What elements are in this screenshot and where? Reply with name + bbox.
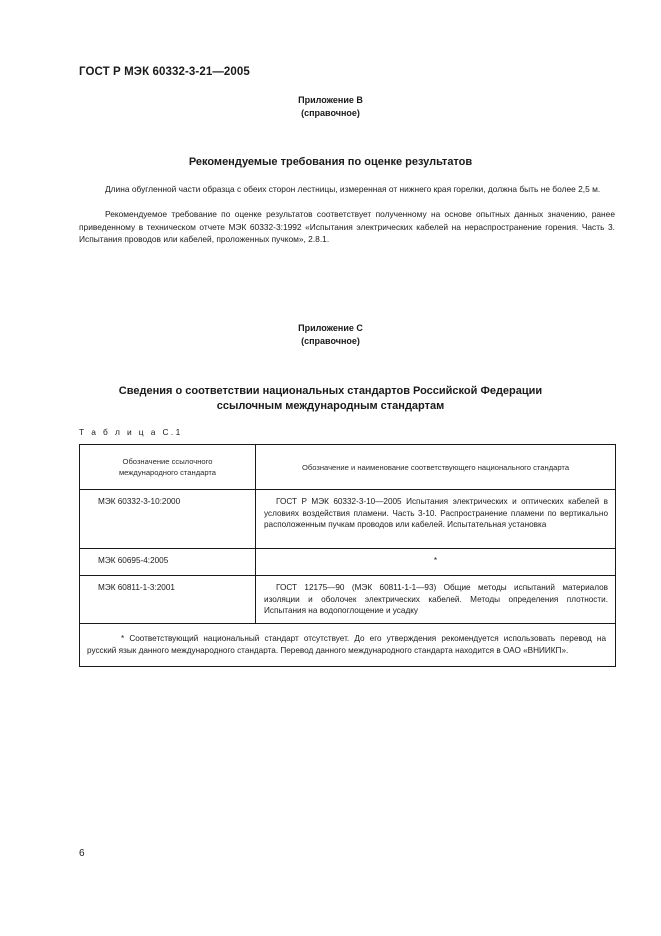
- annex-b-subtitle: (справочное): [301, 108, 360, 118]
- annex-c-heading-line-1: Сведения о соответствии национальных стандартов Российской Федерации: [118, 385, 543, 397]
- table-cell-ref: МЭК 60695-4:2005: [80, 549, 256, 576]
- table-header-cell: Обозначение ссылочного международного стандарта: [80, 445, 256, 490]
- annex-c-subtitle: (справочное): [301, 336, 360, 346]
- annex-b-paragraph-1: Длина обугленной части образца с обеих сторон лестницы, измеренная от нижнего края горелки, должна быть не более 2,5 м.: [105, 184, 601, 194]
- annex-b-paragraph-2: Рекомендуемое требование по оценке результатов соответствует полученному на основе опытных данных значению, ранее приведенному в техническом отчете МЭК 60332-3:1992 «Испытания электрических кабелей на нераспространение горения. Часть 3. Испытания проводов или кабелей, проложенных пучком», 2.8.1.: [79, 209, 615, 245]
- annex-b-heading: Рекомендуемые требования по оценке результатов: [188, 156, 473, 168]
- table-row: [80, 490, 616, 549]
- page-number: 6: [79, 848, 85, 859]
- standards-table: [79, 444, 616, 667]
- table-cell-national: ГОСТ Р МЭК 60332-3-10—2005 Испытания электрических и оптических кабелей в условиях воздействия пламени. Часть 3-10. Распространение пламени по вертикально расположенным пучкам проводов или кабелей. Испытательная установка: [256, 490, 616, 549]
- annex-b-title: Приложение В: [298, 95, 363, 105]
- document-header: ГОСТ Р МЭК 60332-3-21—2005: [79, 66, 250, 78]
- table-cell-national: *: [256, 549, 616, 576]
- table-caption: Т а б л и ц а С.1: [79, 427, 183, 437]
- annex-c-heading-line-2: ссылочным международным стандартам: [216, 400, 445, 412]
- table-row: [80, 576, 616, 624]
- table-header-cell: Обозначение и наименование соответствующего национального стандарта: [256, 445, 616, 490]
- table-row: [80, 549, 616, 576]
- table-footnote-row: [80, 623, 616, 666]
- table-cell-ref: МЭК 60811-1-3:2001: [80, 576, 256, 624]
- table-header-row: [80, 445, 616, 490]
- annex-c-title: Приложение С: [298, 323, 363, 333]
- table-cell-ref: МЭК 60332-3-10:2000: [80, 490, 256, 549]
- table-footnote: * Соответствующий национальный стандарт отсутствует. До его утверждения рекомендуется использовать перевод на русский язык данного международного стандарта. Перевод данного международного стандарта находится в ОАО «ВНИИКП».: [80, 623, 616, 666]
- table-cell-national: ГОСТ 12175—90 (МЭК 60811-1-1—93) Общие методы испытаний материалов изоляции и оболочек электрических кабелей. Методы определения плотности. Испытания на водопоглощение и усадку: [256, 576, 616, 624]
